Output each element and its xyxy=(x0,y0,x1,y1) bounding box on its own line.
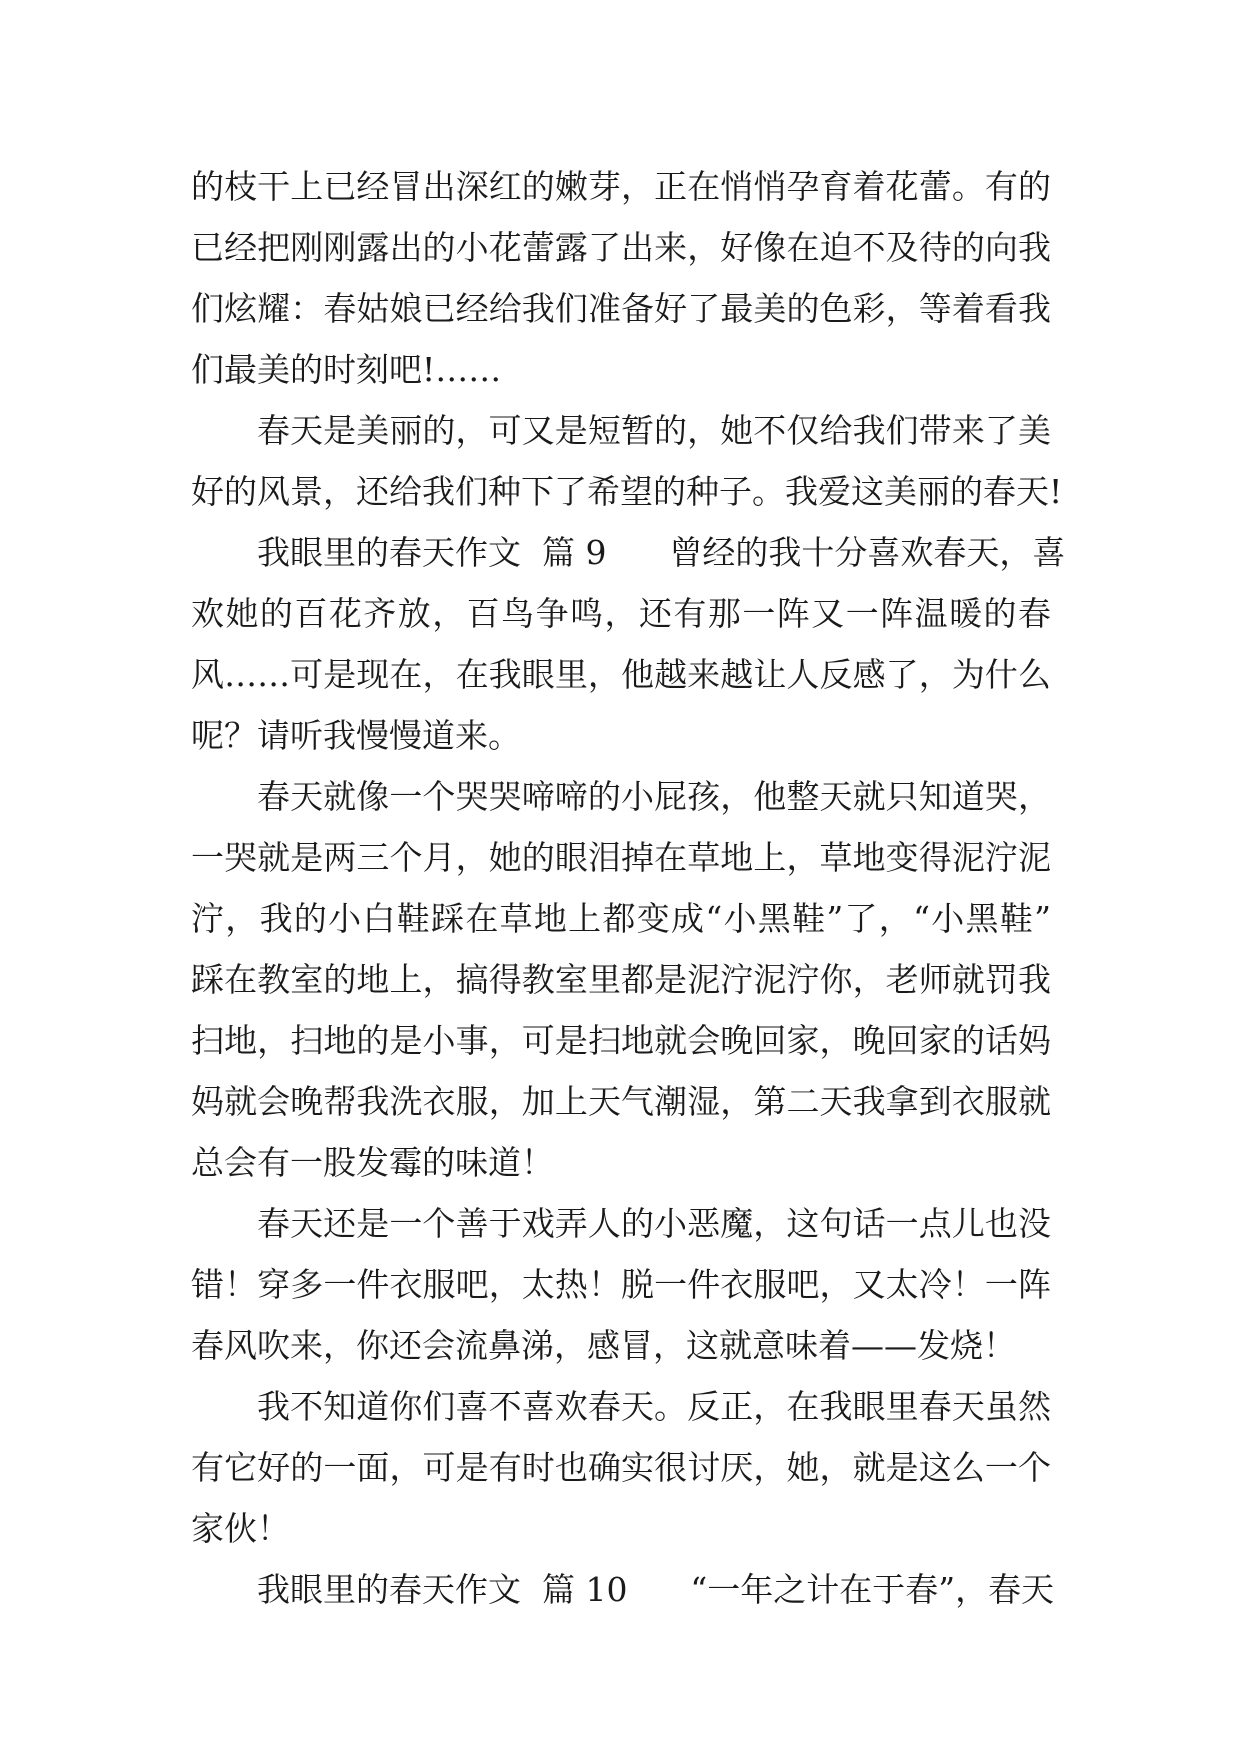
text-line: 好的风景，还给我们种下了希望的种子。我爱这美丽的春天! xyxy=(191,472,1063,511)
text-line: 们最美的时刻吧!…… xyxy=(191,350,502,389)
text-line: 泞，我的小白鞋踩在草地上都变成“小黑鞋”了，“小黑鞋” xyxy=(191,899,1051,938)
text-line: 踩在教室的地上，搞得教室里都是泥泞泥泞你，老师就罚我 xyxy=(191,960,1051,999)
text-line: 我眼里的春天作文 篇 9 曾经的我十分喜欢春天，喜 xyxy=(257,533,1066,572)
text-line: 已经把刚刚露出的小花蕾露了出来，好像在迫不及待的向我 xyxy=(191,228,1051,267)
text-line: 们炫耀：春姑娘已经给我们准备好了最美的色彩，等着看我 xyxy=(191,289,1051,328)
text-line: 春天是美丽的，可又是短暂的，她不仅给我们带来了美 xyxy=(257,411,1051,450)
text-line: 错！穿多一件衣服吧，太热！脱一件衣服吧，又太冷！一阵 xyxy=(191,1265,1051,1304)
text-line: 风……可是现在，在我眼里，他越来越让人反感了，为什么 xyxy=(191,655,1051,694)
text-line: 春天还是一个善于戏弄人的小恶魔，这句话一点儿也没 xyxy=(257,1204,1051,1243)
text-line: 总会有一股发霉的味道！ xyxy=(191,1143,554,1182)
text-line: 我不知道你们喜不喜欢春天。反正，在我眼里春天虽然 xyxy=(257,1387,1051,1426)
text-line: 春天就像一个哭哭啼啼的小屁孩，他整天就只知道哭， xyxy=(257,777,1051,816)
text-line: 我眼里的春天作文 篇 10 “一年之计在于春”，春天 xyxy=(257,1570,1055,1609)
text-line: 一哭就是两三个月，她的眼泪掉在草地上，草地变得泥泞泥 xyxy=(191,838,1051,877)
text-line: 呢？请听我慢慢道来。 xyxy=(191,716,521,755)
text-line: 家伙！ xyxy=(191,1509,290,1548)
text-line: 妈就会晚帮我洗衣服，加上天气潮湿，第二天我拿到衣服就 xyxy=(191,1082,1051,1121)
essay-text xyxy=(191,156,1066,1620)
text-line: 扫地，扫地的是小事，可是扫地就会晚回家，晚回家的话妈 xyxy=(191,1021,1051,1060)
text-line: 的枝干上已经冒出深红的嫩芽，正在悄悄孕育着花蕾。有的 xyxy=(191,167,1051,206)
text-line: 有它好的一面，可是有时也确实很讨厌，她，就是这么一个 xyxy=(191,1448,1051,1487)
text-line: 欢她的百花齐放，百鸟争鸣，还有那一阵又一阵温暖的春 xyxy=(191,594,1051,633)
text-line: 春风吹来，你还会流鼻涕，感冒，这就意味着——发烧！ xyxy=(191,1326,1016,1365)
